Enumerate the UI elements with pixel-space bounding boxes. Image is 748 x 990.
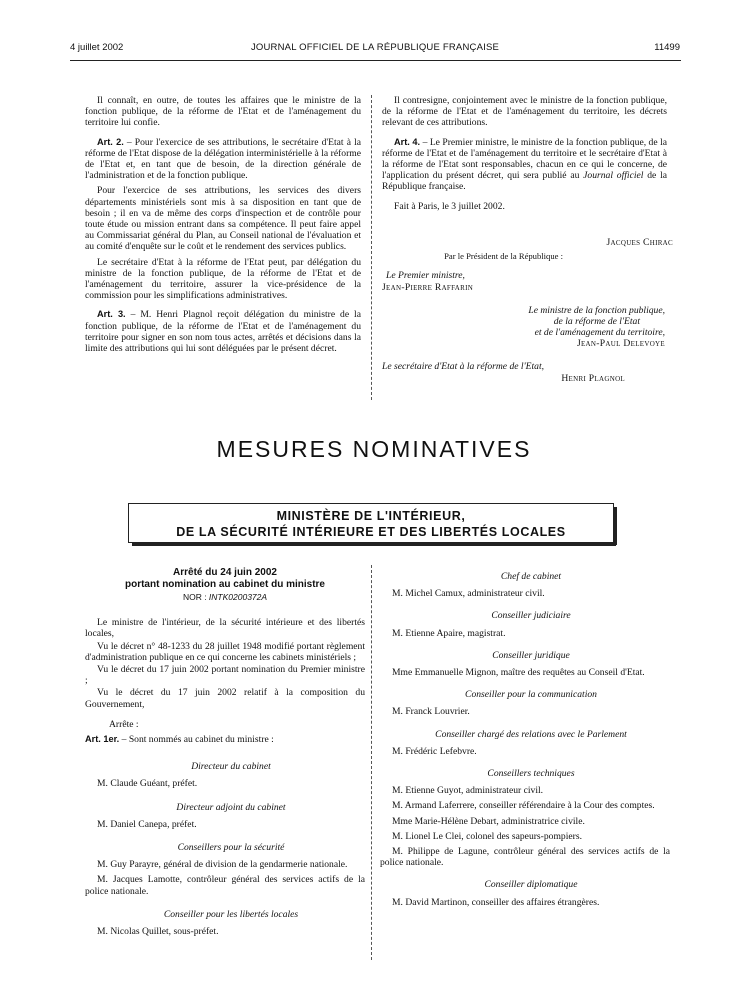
role-heading: Conseiller juridique bbox=[492, 649, 570, 661]
role-block bbox=[380, 610, 670, 638]
box-shadow-right bbox=[614, 507, 617, 545]
arrete-column bbox=[85, 567, 365, 949]
article-text-end: de la République française. bbox=[382, 170, 668, 193]
nor-label: NOR : bbox=[182, 592, 209, 602]
arrete-verb: Arrête : bbox=[109, 718, 139, 730]
article-text: – Le Premier ministre, le ministre de la fonction publique, de la réforme de l'Etat et de l'aménagement du territoire et le secrétaire d'Etat à la réforme de l'Etat sont responsables, chacun en ce qui le concerne, de l'application du présent décret, qui sera publié au bbox=[382, 136, 667, 182]
role-heading: Conseillers techniques bbox=[487, 768, 575, 780]
role-block bbox=[380, 571, 670, 599]
member-entry: M. Jacques Lamotte, contrôleur général des services actifs de la police nationale. bbox=[85, 874, 365, 897]
ministre-title-1: Le ministre de la fonction publique, bbox=[528, 305, 665, 316]
article-2 bbox=[85, 137, 361, 182]
visa: Vu le décret du 17 juin 2002 portant nomination du Premier ministre ; bbox=[85, 664, 365, 687]
article-1 bbox=[85, 734, 365, 745]
member-entry: M. Franck Louvrier. bbox=[392, 706, 470, 718]
arrete-title-1: Arrêté du 24 juin 2002 bbox=[173, 567, 277, 578]
column-divider bbox=[371, 565, 372, 960]
visa: Vu le décret du 17 juin 2002 relatif à la composition du Gouvernement, bbox=[85, 687, 365, 710]
ministry-box bbox=[128, 503, 614, 543]
member-entry: M. Etienne Apaire, magistrat. bbox=[392, 627, 506, 639]
nor-code: INTK0200372A bbox=[208, 592, 268, 602]
top-left-column bbox=[85, 95, 361, 358]
left-role-list bbox=[85, 761, 365, 937]
header-journal-title: JOURNAL OFFICIEL DE LA RÉPUBLIQUE FRANÇAISE bbox=[250, 42, 500, 53]
paragraph: Pour l'exercice de ses attributions, les services des divers départements ministériels sont mis à sa disposition en tant que de besoin ; il en va de même des corps d'inspection et de contrôle pour toute étude ou mission entrant dans sa compétence. Il peut faire appel au Commissariat général du Plan, au Conseil national de l'évaluation et au comité d'enquête sur le coût et le rendement des services publics. bbox=[85, 185, 361, 253]
member-entry: M. Frédéric Lefebvre. bbox=[392, 745, 477, 757]
paragraph: Il connaît, en outre, de toutes les affaires que le ministre de la fonction publique, de la réforme de l'Etat et de l'aménagement du territoire lui confie. bbox=[85, 95, 361, 129]
member-entry: M. Etienne Guyot, administrateur civil. bbox=[392, 785, 544, 797]
member-entry: M. Guy Parayre, général de division de la gendarmerie nationale. bbox=[97, 859, 348, 871]
member-entry: M. Daniel Canepa, préfet. bbox=[97, 818, 197, 830]
article-label: Art. 2. bbox=[97, 136, 124, 147]
role-block bbox=[380, 650, 670, 678]
premier-ministre-name: Jean-Pierre Raffarin bbox=[382, 282, 474, 293]
journal-officiel-ref: Journal officiel bbox=[583, 170, 644, 182]
role-block bbox=[85, 802, 365, 830]
member-entry: M. Claude Guéant, préfet. bbox=[97, 778, 198, 790]
right-role-list bbox=[380, 571, 670, 908]
premier-ministre-title: Le Premier ministre, bbox=[386, 270, 465, 281]
member-entry: M. David Martinon, conseiller des affaires étrangères. bbox=[392, 896, 600, 908]
box-shadow-bottom bbox=[132, 543, 616, 546]
role-block bbox=[380, 879, 670, 907]
ministre-title-2: de la réforme de l'Etat bbox=[553, 316, 640, 327]
date-place: Fait à Paris, le 3 juillet 2002. bbox=[394, 200, 505, 212]
section-title: MESURES NOMINATIVES bbox=[216, 436, 532, 462]
role-heading: Conseiller judiciaire bbox=[491, 610, 571, 622]
visa: Le ministre de l'intérieur, de la sécurité intérieure et des libertés locales, bbox=[85, 617, 365, 640]
ministre-title-3: et de l'aménagement du territoire, bbox=[534, 327, 665, 338]
ministry-line-1: MINISTÈRE DE L'INTÉRIEUR, bbox=[276, 509, 466, 523]
paragraph: Le secrétaire d'Etat à la réforme de l'Etat peut, par délégation du ministre de la fonction publique, de la réforme de l'Etat et de l'aménagement du territoire, assurer la vice-présidence de la commission pour les simplifications administratives. bbox=[85, 256, 361, 302]
par-le-president: Par le Président de la République : bbox=[444, 251, 563, 261]
role-block bbox=[85, 842, 365, 897]
member-entry: M. Lionel Le Clei, colonel des sapeurs-pompiers. bbox=[392, 830, 582, 842]
role-block bbox=[380, 729, 670, 757]
article-label: Art. 1er. bbox=[85, 734, 120, 745]
right-role-column bbox=[380, 571, 670, 919]
article-label: Art. 4. bbox=[394, 136, 421, 147]
role-heading: Conseiller diplomatique bbox=[484, 879, 578, 891]
article-text: – Pour l'exercice de ses attributions, le secrétaire d'Etat à la réforme de l'Etat dispose de la délégation interministérielle à la réforme de l'Etat et, en tant que de besoin, de la direction générale de l'administration et de la fonction publique. bbox=[85, 136, 361, 182]
article-label: Art. 3. bbox=[97, 309, 126, 320]
role-heading: Conseillers pour la sécurité bbox=[177, 842, 285, 854]
secretaire-title: Le secrétaire d'Etat à la réforme de l'Etat, bbox=[382, 361, 545, 372]
role-heading: Conseiller chargé des relations avec le Parlement bbox=[435, 728, 627, 740]
member-entry: M. Philippe de Lagune, contrôleur général des services actifs de la police nationale. bbox=[380, 846, 670, 869]
role-block bbox=[85, 909, 365, 937]
article-text: – M. Henri Plagnol reçoit délégation du ministre de la fonction publique, de la réforme de l'Etat et de l'aménagement du territoire pour signer en son nom tous actes, arrêtés et décisions dans la limite des attributions qui lui sont déléguées par le présent décret. bbox=[85, 309, 361, 355]
role-block bbox=[85, 761, 365, 789]
page-header bbox=[70, 42, 680, 58]
role-block bbox=[380, 768, 670, 868]
ministre-name: Jean-Paul Delevoye bbox=[576, 338, 665, 349]
article-4 bbox=[382, 137, 667, 193]
role-heading: Conseiller pour la communication bbox=[465, 689, 597, 701]
header-rule bbox=[70, 60, 681, 61]
article-text: – Sont nommés au cabinet du ministre : bbox=[119, 734, 274, 746]
visa: Vu le décret n° 48-1233 du 28 juillet 1948 modifié portant règlement d'administration publique en ce qui concerne les cabinets ministériels ; bbox=[85, 640, 365, 663]
member-entry: M. Nicolas Quillet, sous-préfet. bbox=[97, 926, 219, 938]
nor-reference bbox=[85, 592, 365, 603]
role-heading: Directeur adjoint du cabinet bbox=[176, 801, 286, 813]
secretaire-name: Henri Plagnol bbox=[561, 373, 625, 384]
top-right-column bbox=[382, 95, 667, 216]
member-entry: M. Michel Camux, administrateur civil. bbox=[392, 588, 545, 600]
paragraph: Il contresigne, conjointement avec le ministre de la fonction publique, de la réforme de l'Etat et de l'aménagement du territoire, les décrets relevant de ces attributions. bbox=[382, 95, 667, 129]
role-heading: Chef de cabinet bbox=[500, 571, 562, 582]
member-entry: M. Armand Laferrere, conseiller référendaire à la Cour des comptes. bbox=[392, 800, 655, 812]
role-heading: Conseiller pour les libertés locales bbox=[163, 908, 299, 920]
article-3 bbox=[85, 309, 361, 354]
arrete-title-2: portant nomination au cabinet du ministre bbox=[124, 578, 325, 590]
role-block bbox=[380, 689, 670, 717]
column-divider bbox=[371, 95, 372, 400]
member-entry: Mme Emmanuelle Mignon, maître des requêtes au Conseil d'Etat. bbox=[392, 667, 645, 679]
signature-president: Jacques Chirac bbox=[606, 237, 673, 248]
member-entry: Mme Marie-Hélène Debart, administratrice civile. bbox=[392, 815, 585, 827]
header-date: 4 juillet 2002 bbox=[70, 42, 124, 53]
header-page-number: 11499 bbox=[654, 42, 680, 53]
ministry-line-2: DE LA SÉCURITÉ INTÉRIEURE ET DES LIBERTÉS LOCALES bbox=[176, 525, 566, 539]
role-heading: Directeur du cabinet bbox=[191, 761, 271, 773]
